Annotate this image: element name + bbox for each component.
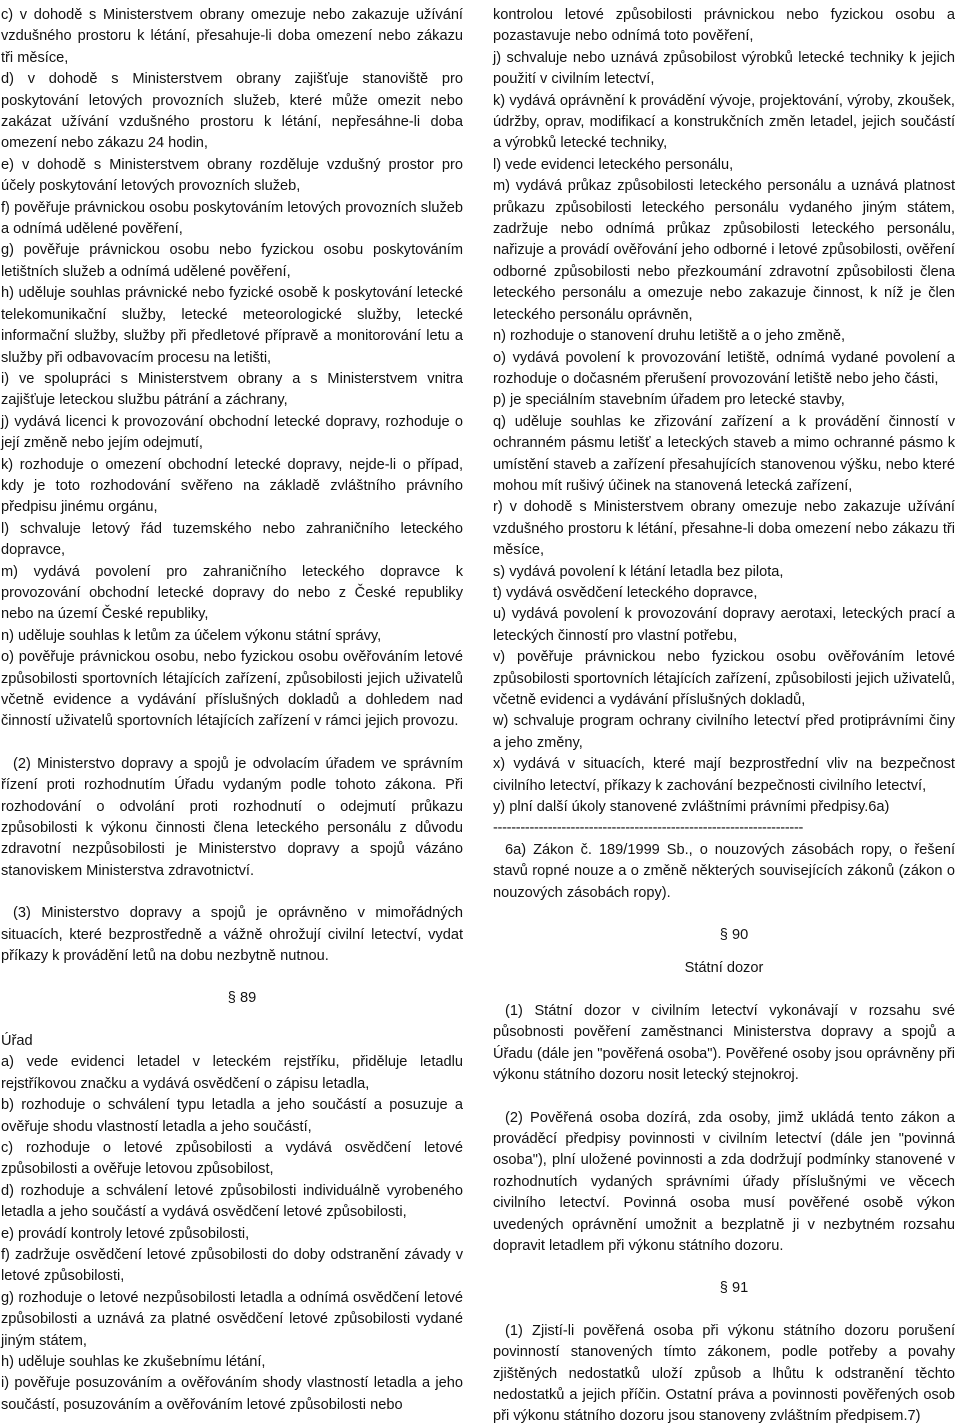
list-item: f) pověřuje právnickou osobu poskytováním letových provozních služeb a odnímá udělené pověření, xyxy=(1,199,463,238)
paragraph-3: (3) Ministerstvo dopravy a spojů je oprávněno v mimořádných situacích, které bezprostředně a vážně ohrožují civilní letectví, vydat příkazy k provádění letů na dobu nezbytně nutnou. xyxy=(1,905,463,965)
list-item: b) rozhoduje o schválení typu letadla a jeho součástí a posuzuje a ověřuje shodu vlastností letadla a jeho součástí, xyxy=(1,1097,463,1135)
list-item: kontrolou letové způsobilosti právnickou nebo fyzickou osobu a pozastavuje nebo odnímá toto pověření, xyxy=(493,7,955,45)
list-item: w) schvaluje program ochrany civilního letectví před protiprávními činy a jeho změny, xyxy=(493,713,955,751)
list-item: j) schvaluje nebo uznává způsobilost výrobků letecké techniky k jejich použití v civilním letectví, xyxy=(493,49,955,88)
paragraph-90-2: (2) Pověřená osoba dozírá, zda osoby, jimž ukládá tento zákon a prováděcí předpisy povinnosti v civilním letectví (dále jen "povinná osoba"), plní uložené povinnosti a zda dodržují podmínky stanovené v rozhodnutích vydaných správními úřady příslušnými ve věcech civilního letectví. Povinná osoba musí pověřené osobě výkon uvedených oprávnění umožnit a bezplatně ji v nezbytném rozsahu dopravit letadlem při výkonu státního dozoru. xyxy=(493,1109,955,1254)
list-item: v) pověřuje právnickou nebo fyzickou osobu ověřováním letové způsobilosti sportovních létajících zařízení, způsobilosti jejich uživatelů, včetně evidenci a vydávání příslušných dokladů, xyxy=(493,649,955,708)
list-item: d) rozhoduje a schválení letové způsobilosti individuálně vyrobeného letadla a jeho součástí a vydává osvědčení letové způsobilosti, xyxy=(1,1182,463,1221)
list-item: k) rozhoduje o omezení obchodní letecké dopravy, nejde-li o případ, kdy je toto rozhodování svěřeno na základě zvláštního právního předpisu jinému orgánu, xyxy=(1,456,463,516)
section-number-90: § 90 xyxy=(719,927,749,944)
list-item: c) v dohodě s Ministerstvem obrany omezuje nebo zakazuje užívání vzdušného prostoru k létání, přesahuje-li doba omezení nebo zákazu tři měsíce, xyxy=(1,7,463,66)
section-heading-89: Úřad xyxy=(1,1032,33,1049)
list-item: i) ve spolupráci s Ministerstvem obrany a s Ministerstvem vnitra zajišťuje leteckou službu pátrání a záchrany, xyxy=(1,370,463,409)
list-item: a) vede evidenci letadel v leteckém rejstříku, přiděluje letadlu rejstříkovou značku a vydává osvědčení o zápisu letadla, xyxy=(1,1054,463,1092)
list-item: n) rozhoduje o stanovení druhu letiště a o jeho změně, xyxy=(493,328,846,345)
list-item: g) pověřuje právnickou osobu nebo fyzickou osobu poskytováním letištních služeb a odnímá udělené pověření, xyxy=(1,242,463,280)
list-item: o) pověřuje právnickou osobu, nebo fyzickou osobu ověřováním letové způsobilosti sportovních létajících zařízení, způsobilosti jejich uživatelů včetně evidence a vydávání příslušných dokladů a dohledem nad činností uživatelů sportovních létajících zařízení v rámci jejich provozu. xyxy=(1,649,463,730)
section-heading-90: Státní dozor xyxy=(684,960,764,977)
footnote-separator: -------------------------------------------------------------------- xyxy=(493,820,804,837)
list-item: h) uděluje souhlas ke zkušebnímu létání, xyxy=(1,1353,266,1370)
list-item: m) vydává povolení pro zahraničního leteckého dopravce k provozování obchodní letecké dopravy do nebo z České republiky nebo na území České republiky, xyxy=(1,563,463,623)
paragraph-91-1: (1) Zjistí-li pověřená osoba při výkonu státního dozoru porušení povinností stanovených tímto zákonem, podle potřeby a povahy zjištěných nedostatků uloží způsob a lhůtu k odstranění těchto nedostatků a jejich příčin. Ostatní práva a povinnosti pověřených osob při výkonu státního dozoru jsou stanoveny zvláštním předpisem.7) xyxy=(493,1322,955,1425)
list-item: d) v dohodě s Ministerstvem obrany zajišťuje stanoviště pro poskytování letových provozních služeb, které může omezit nebo zakázat užívání vzdušného prostoru k létání, nepřesáhne-li doba omezení nebo zákazu 24 hodin, xyxy=(1,71,463,152)
list-item: e) v dohodě s Ministerstvem obrany rozděluje vzdušný prostor pro účely poskytování letových provozních služeb, xyxy=(1,156,463,195)
list-item: r) v dohodě s Ministerstvem obrany omezuje nebo zakazuje užívání vzdušného prostoru k létání, přesahne-li doba omezení nebo zákazu tři měsíce, xyxy=(493,499,955,559)
list-item: l) schvaluje letový řád tuzemského nebo zahraničního leteckého dopravce, xyxy=(1,520,463,559)
list-item: x) vydává v situacích, které mají bezprostřední vliv na bezpečnost civilního letectví, příkazy k zachování bezpečnosti civilního letectví, xyxy=(493,756,955,794)
footnote: 6a) Zákon č. 189/1999 Sb., o nouzových zásobách ropy, o řešení stavů ropné nouze a o změně některých souvisejících zákonů (zákon o nouzových zásobách ropy). xyxy=(493,841,955,901)
list-item: t) vydává osvědčení leteckého dopravce, xyxy=(493,584,758,601)
list-item: c) rozhoduje o letové způsobilosti a vydává osvědčení letové způsobilosti a ověřuje letovou způsobilost, xyxy=(1,1139,463,1178)
list-item: j) vydává licenci k provozování obchodní letecké dopravy, rozhoduje o její změně nebo jejím odejmutí, xyxy=(1,413,463,452)
list-item: o) vydává povolení k provozování letiště, odnímá vydané povolení a rozhoduje o dočasném přerušení provozování letiště nebo jeho části, xyxy=(493,349,955,387)
list-item: i) pověřuje posuzováním a ověřováním shody vlastností letadla a jeho součástí, posuzováním a ověřováním letové způsobilosti nebo xyxy=(1,1375,463,1413)
section-number-89: § 89 xyxy=(227,990,257,1007)
section-number-91: § 91 xyxy=(719,1280,749,1297)
list-item: g) rozhoduje o letové nezpůsobilosti letadla a odnímá osvědčení letové způsobilosti a uznává za platné osvědčení letové způsobilosti vydané jiným státem, xyxy=(1,1289,463,1349)
list-item: s) vydává povolení k létání letadla bez pilota, xyxy=(493,563,784,580)
list-item: n) uděluje souhlas k letům za účelem výkonu státní správy, xyxy=(1,627,382,644)
list-item: h) uděluje souhlas právnické nebo fyzické osobě k poskytování letecké telekomunikační služby, letecké meteorologické služby, letecké informační služby, služby při předletové přípravě a monitorování letu a služby při odbavovacím procesu na letišti, xyxy=(1,285,463,366)
list-item: y) plní další úkoly stanovené zvláštními právními předpisy.6a) xyxy=(493,799,890,816)
list-item: u) vydává povolení k provozování dopravy aerotaxi, leteckých prací a leteckých činností pro vlastní potřebu, xyxy=(493,606,955,644)
list-item: p) je speciálním stavebním úřadem pro letecké stavby, xyxy=(493,392,845,409)
right-column xyxy=(493,5,955,1428)
list-item: e) provádí kontroly letové způsobilosti, xyxy=(1,1225,250,1242)
list-item: m) vydává průkaz způsobilosti leteckého personálu a uznává platnost průkazu způsobilosti leteckého personálu vydaného jiným státem, zadržuje nebo odnímá průkaz způsobilosti leteckého personálu, nařizuje a provádí ověřování jeho odborné i letové způsobilosti, ověření odborné způsobilosti nebo přezkoumání zdravotní způsobilosti člena leteckého personálu a omezuje nebo zakazuje činnost, k níž je člen leteckého personálu oprávněn, xyxy=(493,178,955,323)
list-item: q) uděluje souhlas ke zřizování zařízení a k provádění činností v ochranném pásmu letišť a leteckých staveb a mimo ochranné pásmo k umístění staveb a zařízení přesahujících stanovenou výšku, nebo které mohou mít rušivý účinek na stanovená letecká zařízení, xyxy=(493,413,955,494)
list-item: l) vede evidenci leteckého personálu, xyxy=(493,156,734,173)
paragraph-90-1: (1) Státní dozor v civilním letectví vykonávají v rozsahu své působnosti pověření zaměstnanci Ministerstva dopravy a spojů a Úřadu (dále jen "pověřená osoba"). Pověřené osoby jsou oprávněny při výkonu státního dozoru nosit letecký stejnokroj. xyxy=(493,1002,955,1084)
left-column xyxy=(1,5,463,1416)
list-item: f) zadržuje osvědčení letové způsobilosti do doby odstranění závady v letové způsobilosti, xyxy=(1,1246,463,1285)
paragraph-2: (2) Ministerstvo dopravy a spojů je odvolacím úřadem ve správním řízení proti rozhodnutím Úřadu vydaným podle tohoto zákona. Při rozhodování o odvolání proti rozhodnutí o odejmutí průkazu způsobilosti k výkonu činnosti člena leteckého personálu z důvodu zdravotní nezpůsobilosti je Ministerstvo dopravy a spojů vázáno stanoviskem Ministerstva zdravotnictví. xyxy=(1,755,463,879)
list-item: k) vydává oprávnění k provádění vývoje, projektování, výroby, zkoušek, údržby, oprav, modifikací a konstrukčních změn letadel, jejich součástí a výrobků letecké techniky, xyxy=(493,92,955,152)
